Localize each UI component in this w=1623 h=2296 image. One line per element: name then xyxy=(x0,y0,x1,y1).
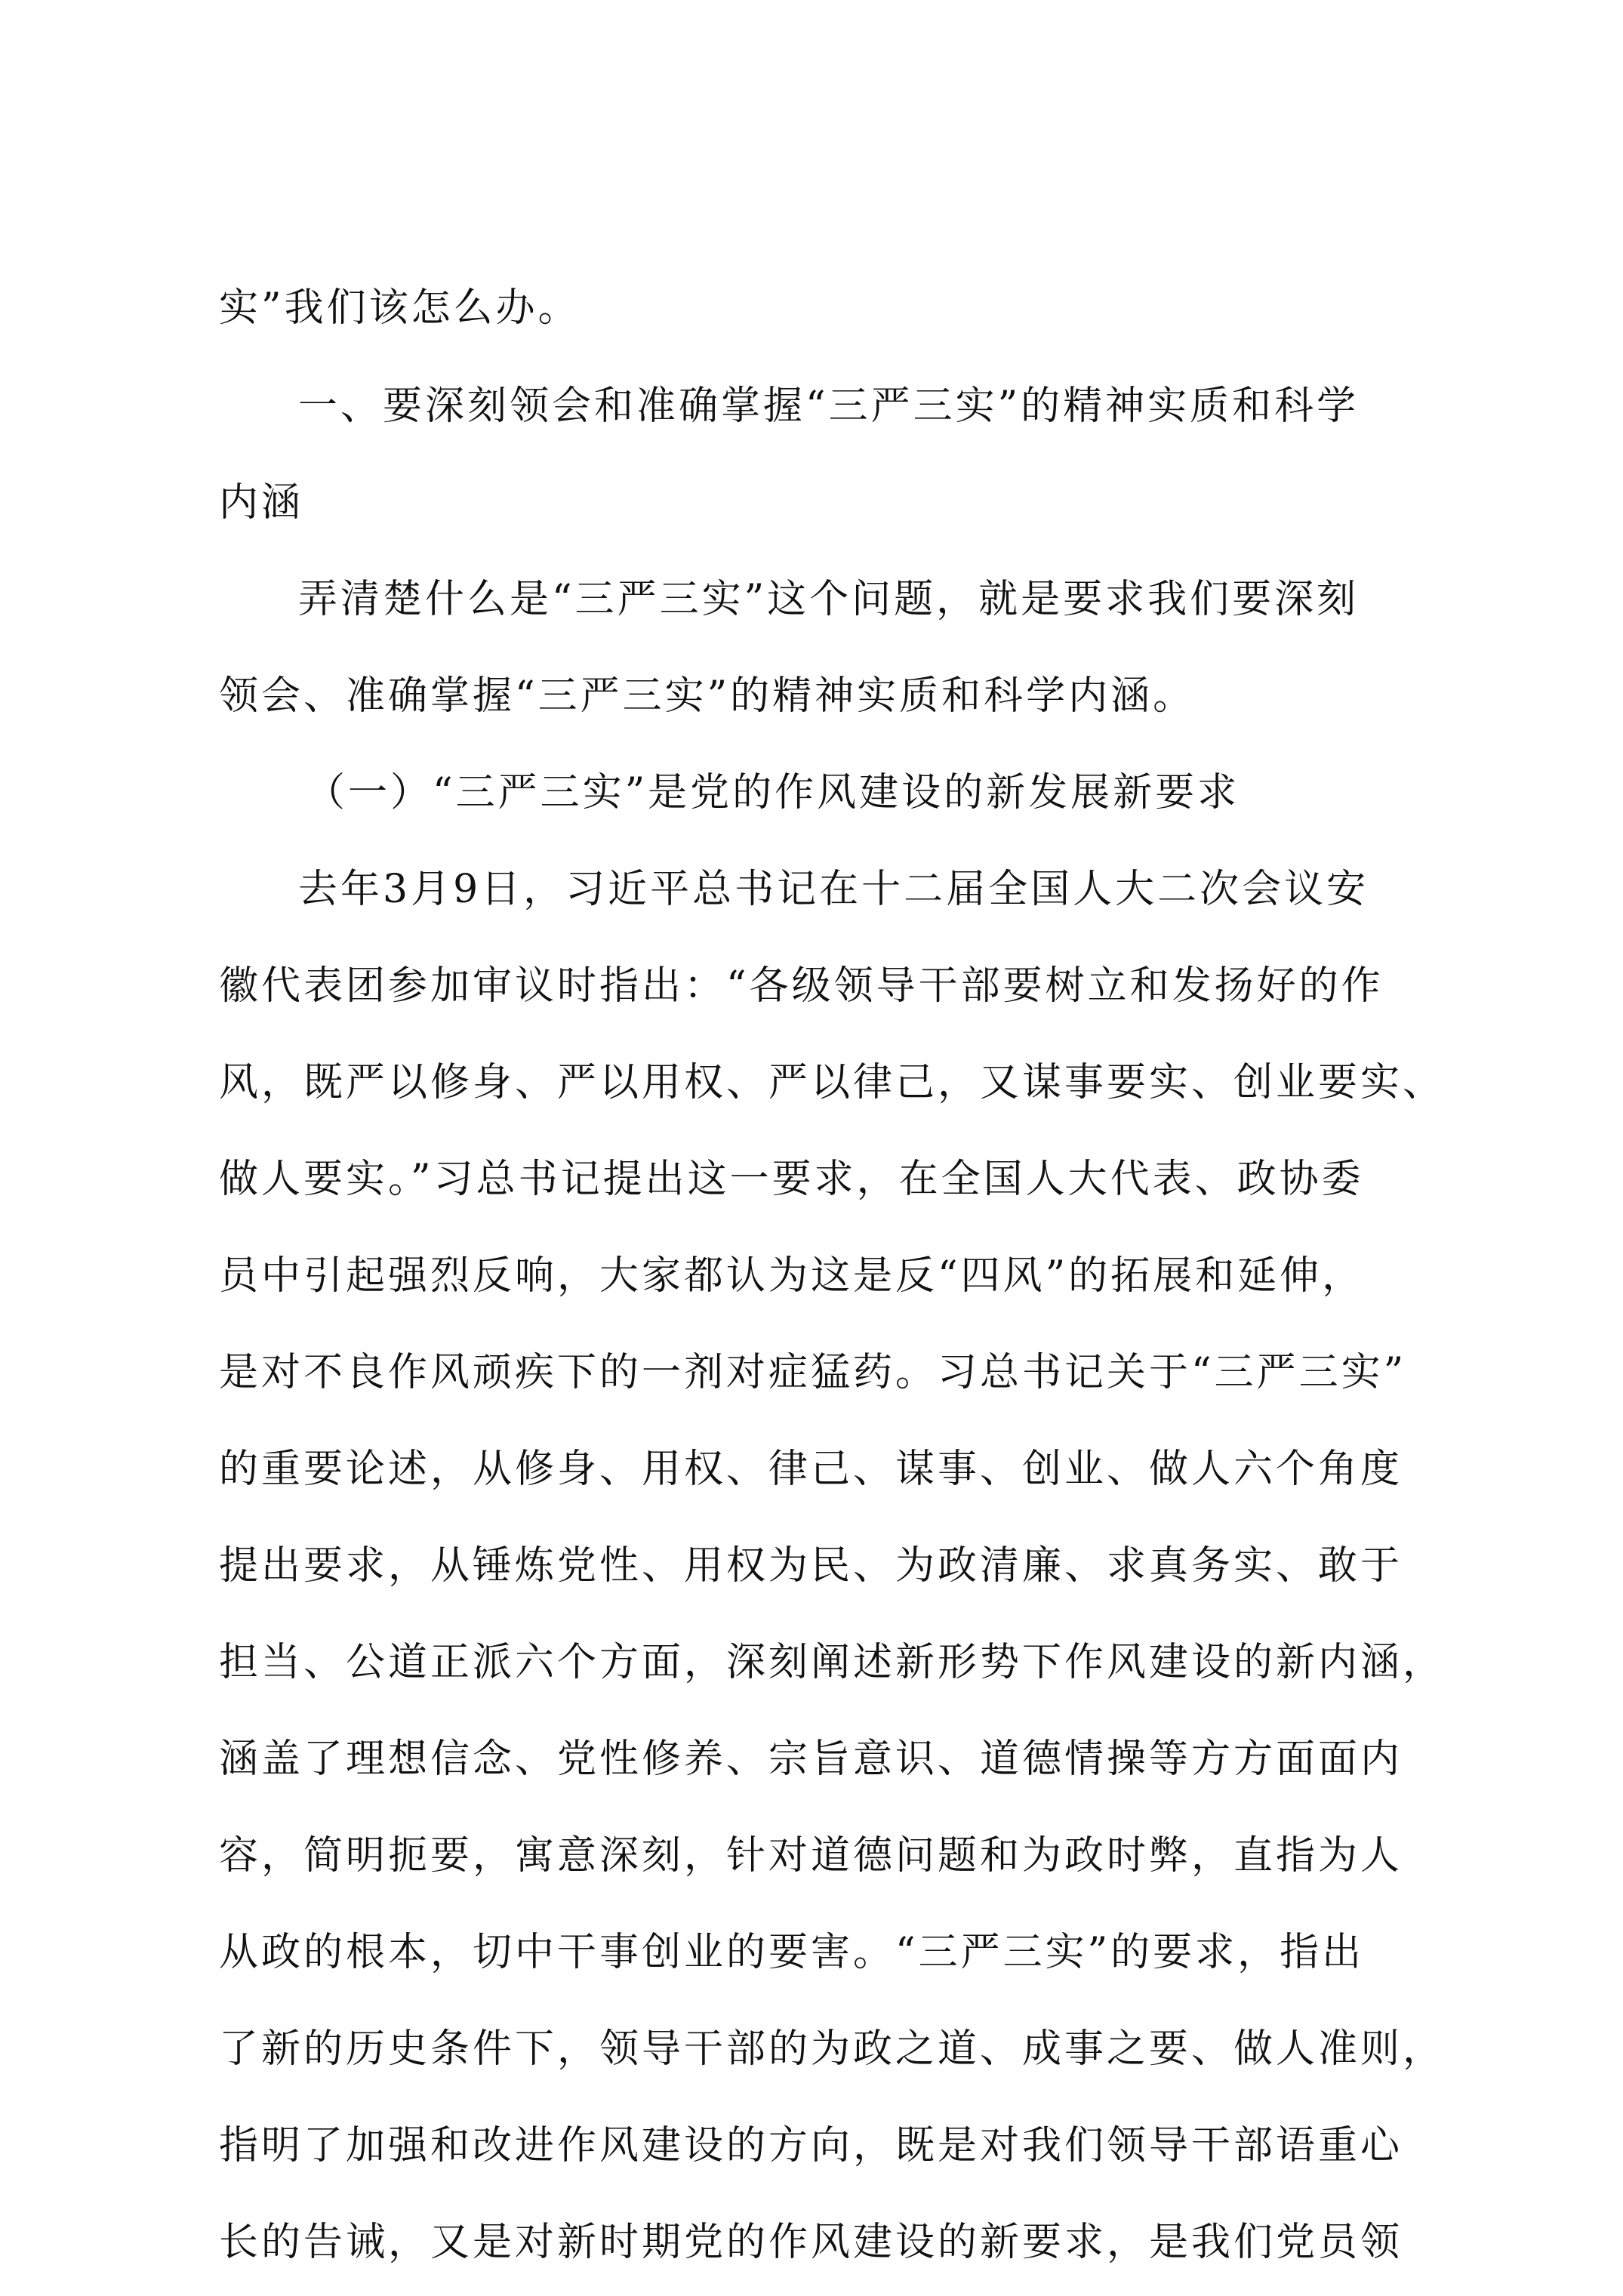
subsection-heading-1: （一）“三严三实”是党的作风建设的新发展新要求 xyxy=(306,770,1240,815)
section-heading-1-continued: 内涵 xyxy=(219,480,304,525)
text-line-21: 长的告诫，又是对新时期党的作风建设的新要求，是我们党员领 xyxy=(219,2220,1403,2265)
text-line-9: 风，既严以修身、严以用权、严以律己，又谋事要实、创业要实、 xyxy=(219,1060,1446,1105)
text-line-14: 提出要求，从锤炼党性、用权为民、为政清廉、求真务实、敢于 xyxy=(219,1543,1403,1589)
text-line-12: 是对不良作风顽疾下的一剂对症猛药。习总书记关于“三严三实” xyxy=(219,1350,1407,1395)
text-line-1: 实”我们该怎么办。 xyxy=(219,285,581,331)
text-line-10: 做人要实。”习总书记提出这一要求，在全国人大代表、政协委 xyxy=(219,1157,1364,1202)
text-line-11: 员中引起强烈反响，大家都认为这是反“四风”的拓展和延伸， xyxy=(219,1253,1365,1299)
text-line-18: 从政的根本，切中干事创业的要害。“三严三实”的要求，指出 xyxy=(219,1930,1365,1975)
text-line-20: 指明了加强和改进作风建设的方向，既是对我们领导干部语重心 xyxy=(219,2123,1403,2168)
text-line-4: 弄清楚什么是“三严三实”这个问题，就是要求我们要深刻 xyxy=(298,577,1360,622)
text-line-8: 徽代表团参加审议时指出：“各级领导干部要树立和发扬好的作 xyxy=(219,963,1384,1009)
text-line-17: 容，简明扼要，寓意深刻，针对道德问题和为政时弊，直指为人 xyxy=(219,1833,1403,1878)
text-line-16: 涵盖了理想信念、党性修养、宗旨意识、道德情操等方方面面内 xyxy=(219,1737,1403,1782)
text-line-15: 担当、公道正派六个方面，深刻阐述新形势下作风建设的新内涵， xyxy=(219,1640,1446,1685)
text-line-13: 的重要论述，从修身、用权、律己、谋事、创业、做人六个角度 xyxy=(219,1447,1403,1492)
text-line-5: 领会、准确掌握“三严三实”的精神实质和科学内涵。 xyxy=(219,673,1196,719)
text-line-19: 了新的历史条件下，领导干部的为政之道、成事之要、做人准则， xyxy=(219,2026,1446,2072)
text-line-7: 去年3月9日，习近平总书记在十二届全国人大二次会议安 xyxy=(298,867,1369,912)
section-heading-1: 一、要深刻领会和准确掌握“三严三实”的精神实质和科学 xyxy=(298,384,1360,429)
